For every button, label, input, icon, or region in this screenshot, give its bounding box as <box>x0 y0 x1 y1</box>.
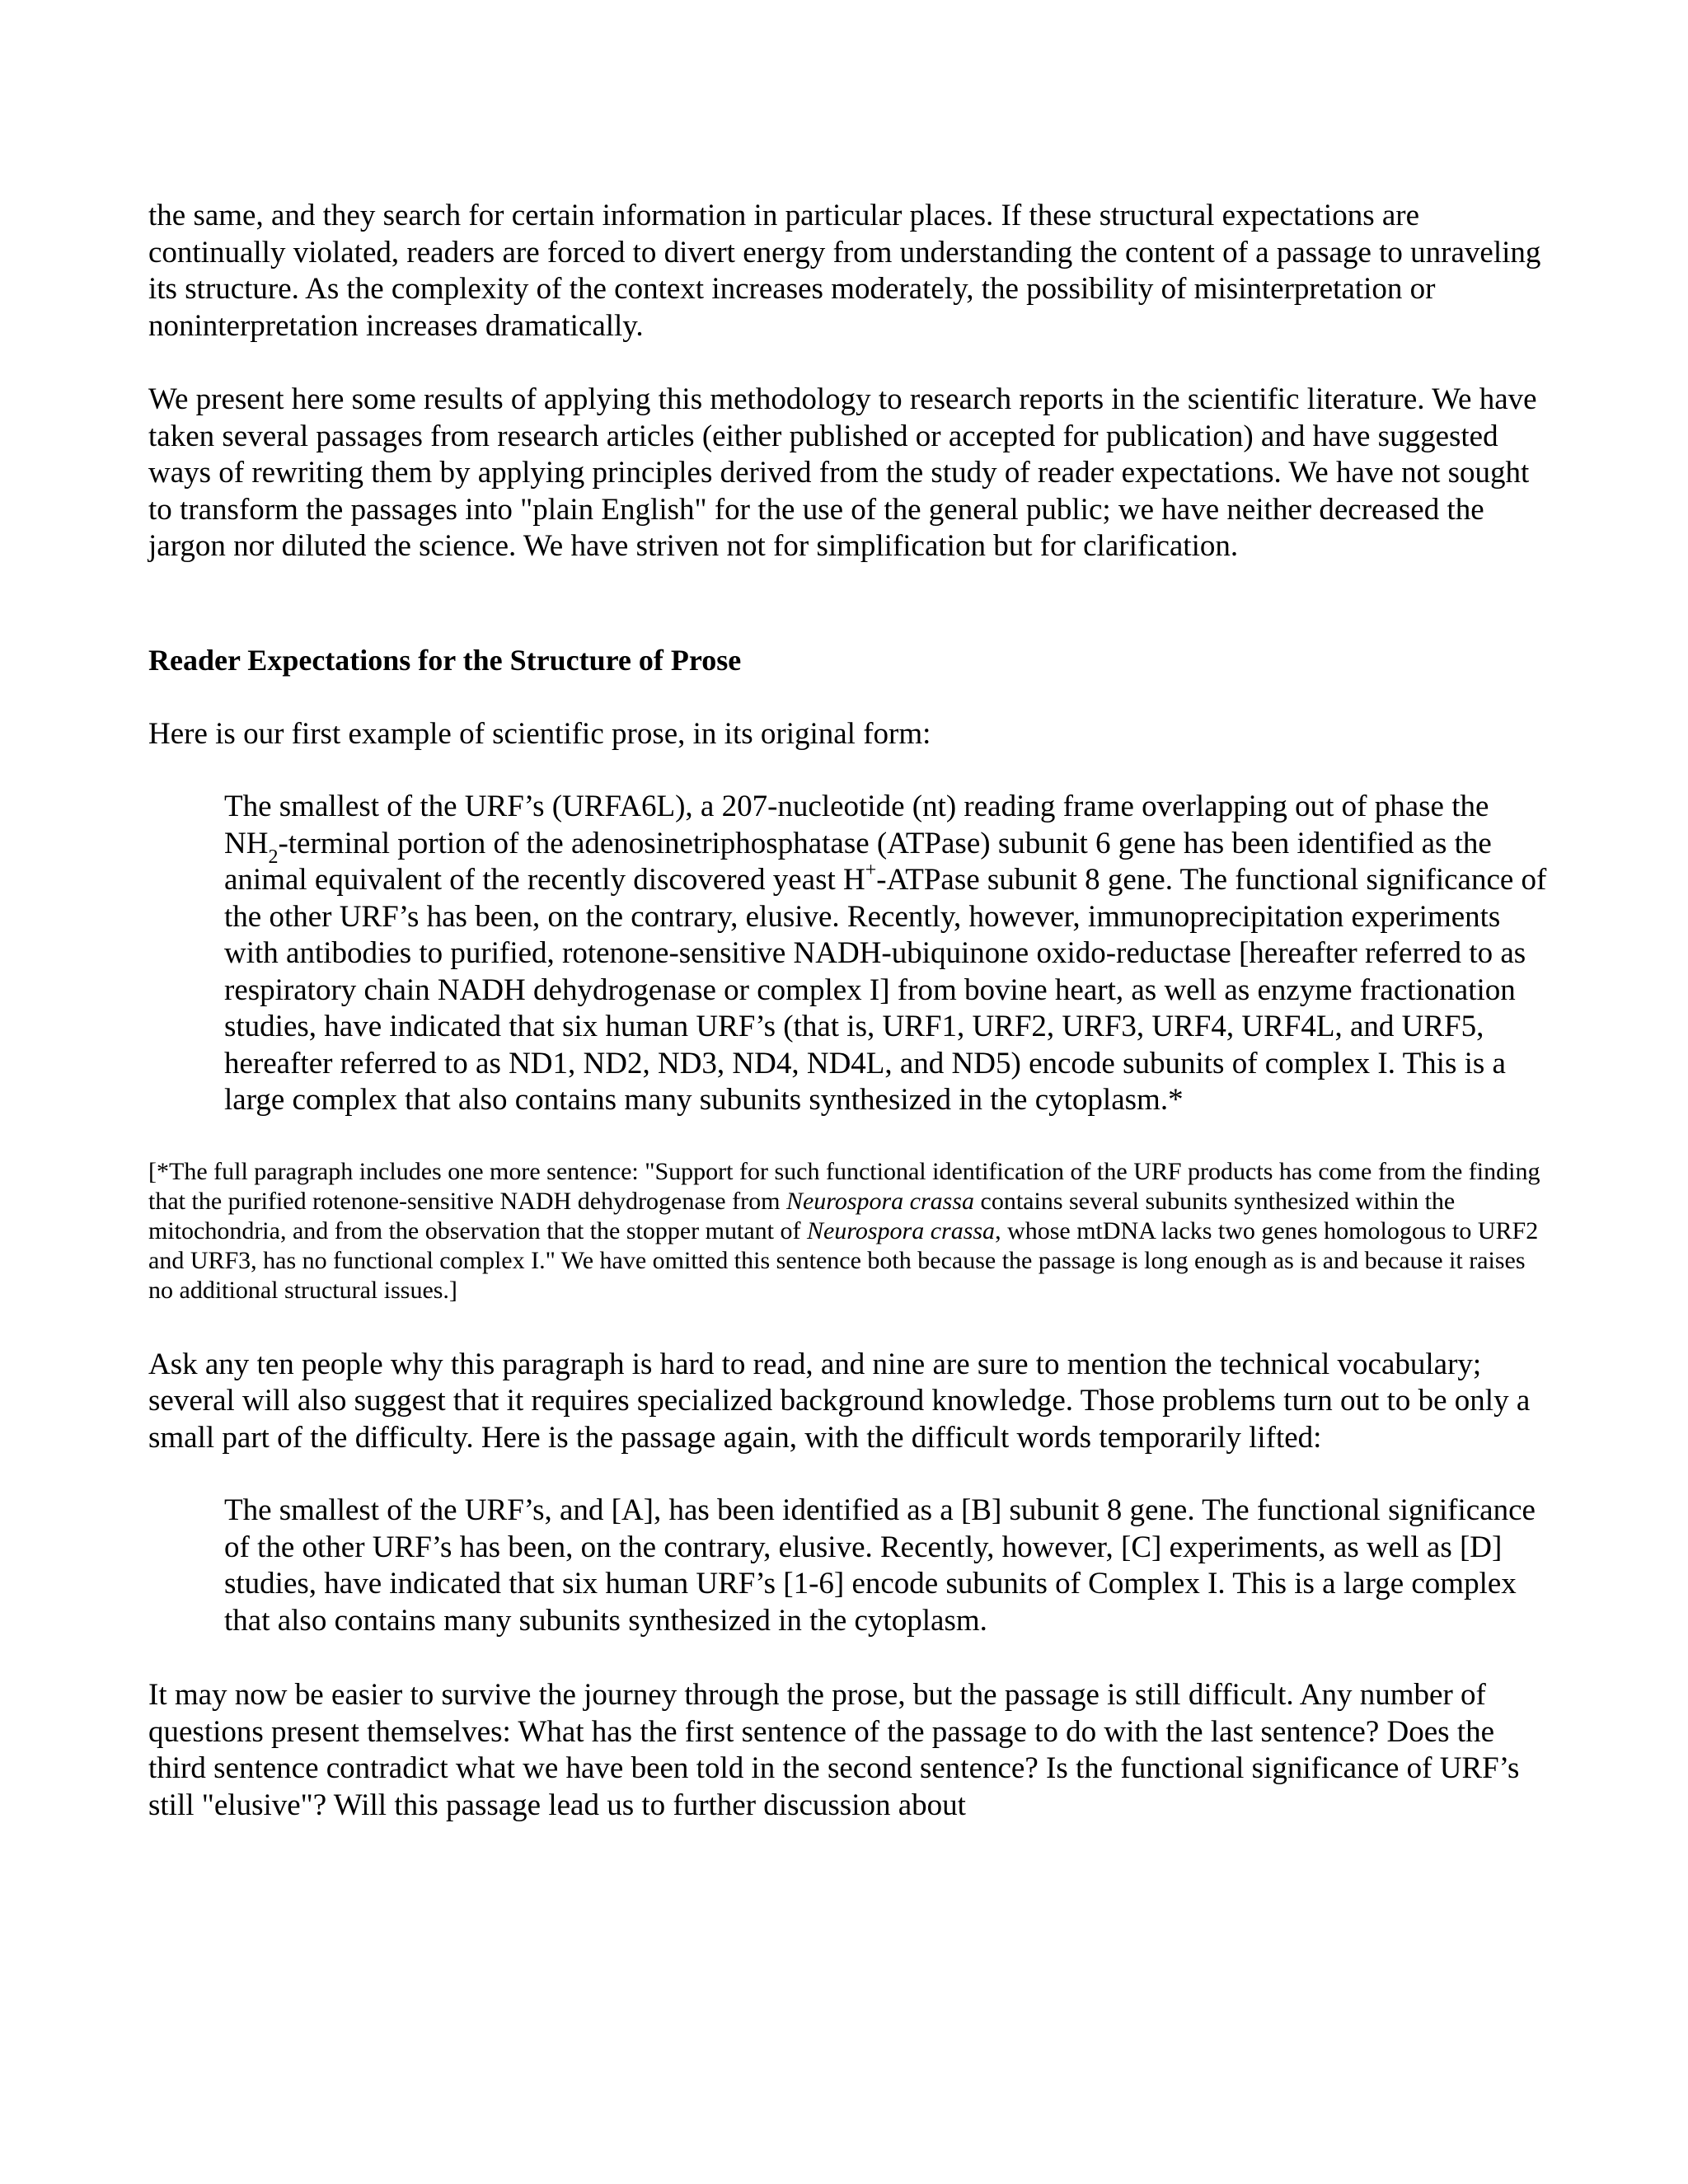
document-page <box>148 198 1550 1824</box>
footnote <box>148 1157 1550 1305</box>
quote1-text-a: The smallest of the URF’s (URFA6L), a 207-nucleotide (nt) reading frame overlapping out of phase the NH <box>224 790 1489 860</box>
block-quote-original <box>224 789 1550 1119</box>
superscript-plus: + <box>865 860 877 881</box>
paragraph-methodology: We present here some results of applying this methodology to research reports in the scientific literature. We have taken several passages from research articles (either published or accepted for publication) and have suggested ways of rewriting them by applying principles derived from the study of reader expectations. We have not sought to transform the passages into "plain English" for the use of the general public; we have neither decreased the jargon nor diluted the science. We have striven not for simplification but for clarification. <box>148 382 1537 563</box>
paragraph-continuation: the same, and they search for certain information in particular places. If these structural expectations are continually violated, readers are forced to divert energy from understanding the content of a passage to unraveling its structure. As the complexity of the context increases moderately, the possibility of misinterpretation or noninterpretation increases dramatically. <box>148 199 1541 343</box>
footnote-text-b: contains several subunits synthesized within the mitochondria, and from the observation that the stopper mutant of <box>148 1187 1456 1244</box>
paragraph-intro: Here is our first example of scientific prose, in its original form: <box>148 716 931 751</box>
footnote-text-c: , whose mtDNA lacks two genes homologous to URF2 and URF3, has no functional complex I." We have omitted this sentence both because the passage is long enough as is and because it raises no additional structural issues.] <box>148 1216 1539 1304</box>
footnote-italic-species-1: Neurospora crassa <box>785 1187 975 1215</box>
footnote-text-a: [*The full paragraph includes one more sentence: "Support for such functional identification of the URF products has come from the finding that the purified rotenone-sensitive NADH dehydrogenase from <box>148 1157 1540 1215</box>
subscript-2: 2 <box>268 846 279 868</box>
quote1-text-b: -terminal portion of the adenosinetriphosphatase (ATPase) subunit 6 gene has been identified as the animal equivalent of the recently discovered yeast H <box>224 826 1492 897</box>
paragraph-difficulty: Ask any ten people why this paragraph is hard to read, and nine are sure to mention the technical vocabulary; several will also suggest that it requires specialized background knowledge. Those problems turn out to be only a small part of the difficulty. Here is the passage again, with the difficult words temporarily lifted: <box>148 1347 1531 1455</box>
paragraph-questions: It may now be easier to survive the journey through the prose, but the passage is still difficult. Any number of questions present themselves: What has the first sentence of the passage to do with the last sentence? Does the third sentence contradict what we have been told in the second sentence? Is the functional significance of URF’s still "elusive"? Will this passage lead us to further discussion about <box>148 1678 1520 1822</box>
block-quote-lifted: The smallest of the URF’s, and [A], has been identified as a [B] subunit 8 gene. The functional significance of the other URF’s has been, on the contrary, elusive. Recently, however, [C] experiments, as well as [D] studies, have indicated that six human URF’s [1-6] encode subunits of Complex I. This is a large complex that also contains many subunits synthesized in the cytoplasm. <box>224 1493 1536 1638</box>
footnote-italic-species-2: Neurospora crassa <box>806 1216 996 1244</box>
quote1-text-c: -ATPase subunit 8 gene. The functional significance of the other URF’s has been, on the contrary, elusive. Recently, however, immunoprecipitation experiments with antibodies to purified, rotenone-sensitive NADH-ubiquinone oxido-reductase [hereafter referred to as respiratory chain NADH dehydrogenase or complex I] from bovine heart, as well as enzyme fractionation studies, have indicated that six human URF’s (that is, URF1, URF2, URF3, URF4, URF4L, and URF5, hereafter referred to as ND1, ND2, ND3, ND4, ND4L, and ND5) encode subunits of complex I. This is a large complex that also contains many subunits synthesized in the cytoplasm.* <box>224 863 1547 1117</box>
section-heading: Reader Expectations for the Structure of Prose <box>148 643 742 677</box>
